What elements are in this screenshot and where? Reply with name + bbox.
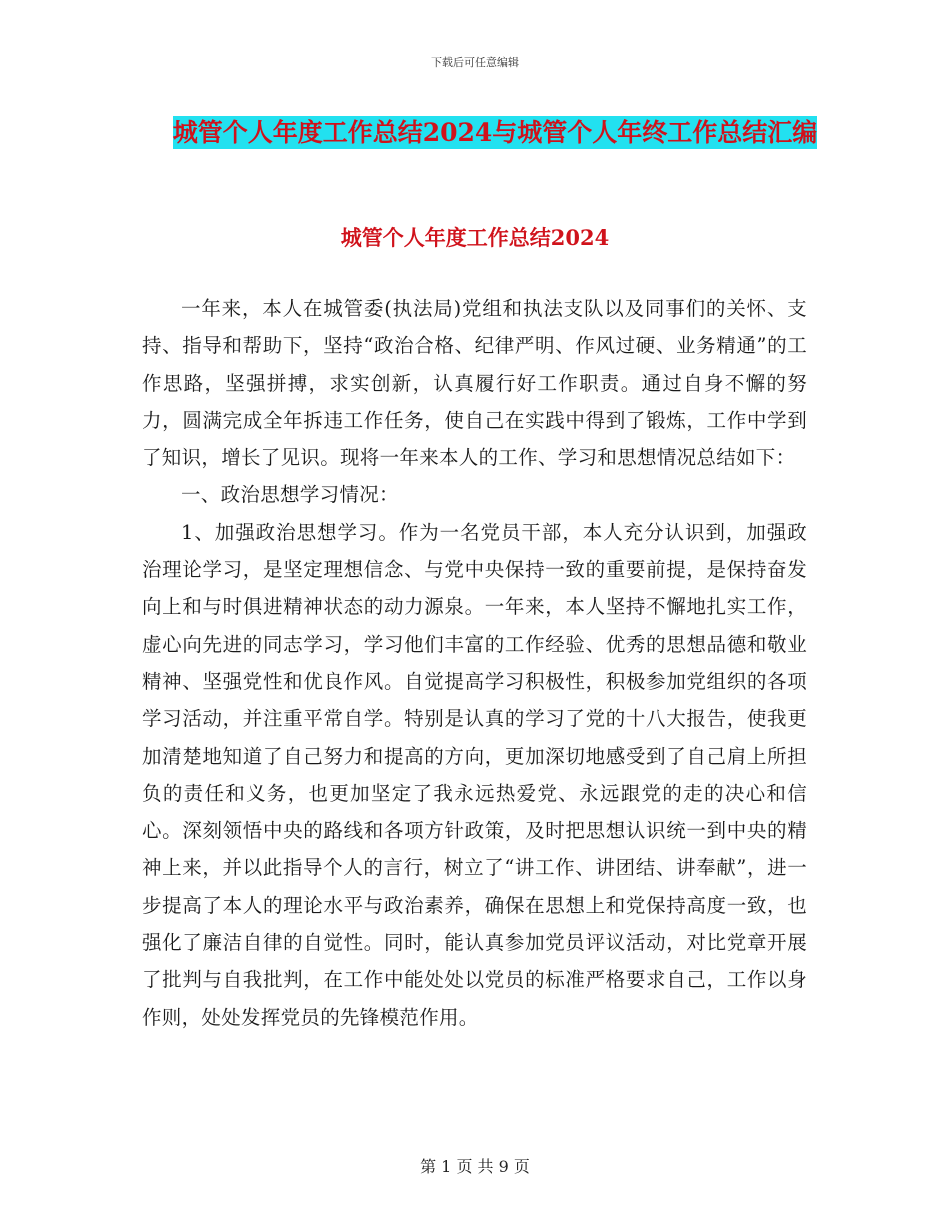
section-title: 城管个人年度工作总结2024	[340, 225, 610, 250]
document-body	[142, 290, 807, 1036]
page-number: 第 1 页 共 9 页	[420, 1157, 530, 1176]
header-note: 下载后可任意编辑	[431, 56, 519, 69]
document-title	[140, 110, 850, 156]
document-title-text: 城管个人年度工作总结2024与城管个人年终工作总结汇编	[172, 118, 818, 147]
body-paragraph: 1、加强政治思想学习。作为一名党员干部，本人充分认识到，加强政治理论学习，是坚定理想信念、与党中央保持一致的重要前提，是保持奋发向上和与时俱进精神状态的动力源泉。一年来，本人坚持不懈地扎实工作，虚心向先进的同志学习，学习他们丰富的工作经验、优秀的思想品德和敬业精神、坚强党性和优良作风。自觉提高学习积极性，积极参加党组织的各项学习活动，并注重平常自学。特别是认真的学习了党的十八大报告，使我更加清楚地知道了自己努力和提高的方向，更加深切地感受到了自己肩上所担负的责任和义务，也更加坚定了我永远热爱党、永远跟党的走的决心和信心。深刻领悟中央的路线和各项方针政策，及时把思想认识统一到中央的精神上来，并以此指导个人的言行，树立了“讲工作、讲团结、讲奉献”，进一步提高了本人的理论水平与政治素养，确保在思想上和党保持高度一致，也强化了廉洁自律的自觉性。同时，能认真参加党员评议活动，对比党章开展了批判与自我批判，在工作中能处处以党员的标准严格要求自己，工作以身作则，处处发挥党员的先锋模范作用。	[142, 520, 807, 1029]
body-paragraph: 一年来，本人在城管委(执法局)党组和执法支队以及同事们的关怀、支持、指导和帮助下，坚持“政治合格、纪律严明、作风过硬、业务精通”的工作思路，坚强拼搏，求实创新，认真履行好工作职责。通过自身不懈的努力，圆满完成全年拆违工作任务，使自己在实践中得到了锻炼，工作中学到了知识，增长了见识。现将一年来本人的工作、学习和思想情况总结如下：	[142, 297, 807, 470]
section-heading: 一、政治思想学习情况：	[181, 483, 399, 507]
